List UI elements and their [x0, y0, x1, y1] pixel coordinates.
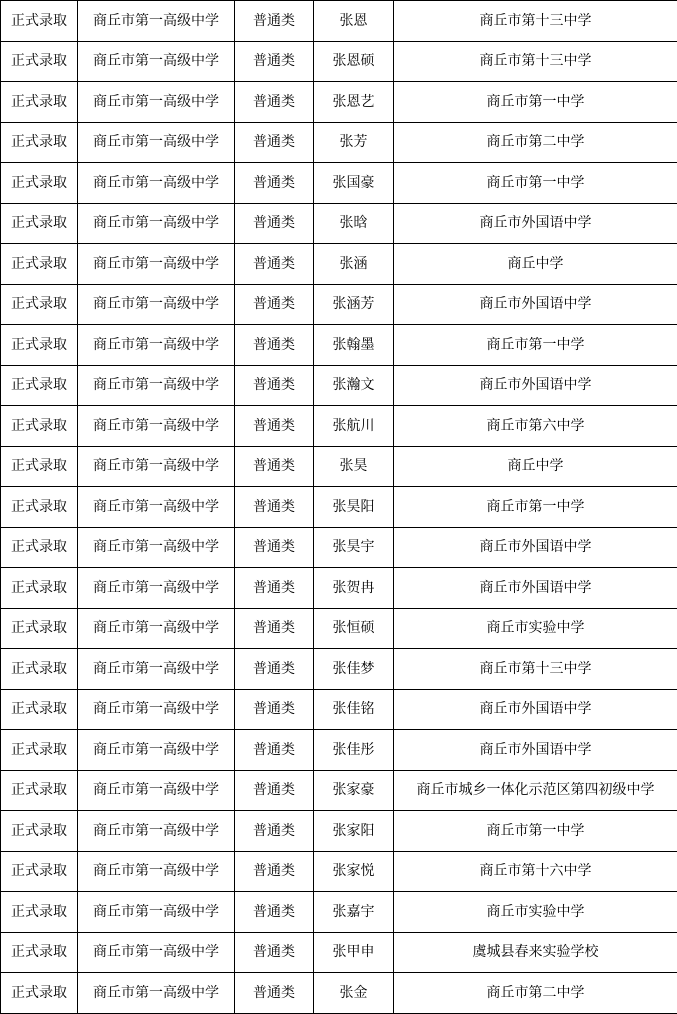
status-cell: 正式录取: [1, 770, 78, 811]
status-cell: 正式录取: [1, 973, 78, 1014]
graduated-school-cell: 商丘市外国语中学: [394, 689, 677, 730]
admit-school-cell: 商丘市第一高级中学: [78, 284, 235, 325]
status-cell: 正式录取: [1, 851, 78, 892]
category-cell: 普通类: [235, 487, 314, 528]
table-row: [1, 608, 677, 649]
status-cell: 正式录取: [1, 892, 78, 933]
category-cell: 普通类: [235, 446, 314, 487]
table-row: [1, 122, 677, 163]
table-row: [1, 244, 677, 285]
table-row: [1, 568, 677, 609]
category-cell: 普通类: [235, 244, 314, 285]
status-cell: 正式录取: [1, 284, 78, 325]
admit-school-cell: 商丘市第一高级中学: [78, 41, 235, 82]
category-cell: 普通类: [235, 851, 314, 892]
student-name-cell: 张恩艺: [314, 82, 394, 123]
table-row: [1, 932, 677, 973]
student-name-cell: 张昊: [314, 446, 394, 487]
table-row: [1, 770, 677, 811]
graduated-school-cell: 虞城县春来实验学校: [394, 932, 677, 973]
student-name-cell: 张佳梦: [314, 649, 394, 690]
admit-school-cell: 商丘市第一高级中学: [78, 82, 235, 123]
admit-school-cell: 商丘市第一高级中学: [78, 1, 235, 42]
status-cell: 正式录取: [1, 122, 78, 163]
category-cell: 普通类: [235, 41, 314, 82]
category-cell: 普通类: [235, 689, 314, 730]
graduated-school-cell: 商丘市城乡一体化示范区第四初级中学: [394, 770, 677, 811]
status-cell: 正式录取: [1, 811, 78, 852]
table-row: [1, 365, 677, 406]
category-cell: 普通类: [235, 568, 314, 609]
student-name-cell: 张佳铭: [314, 689, 394, 730]
student-name-cell: 张涵: [314, 244, 394, 285]
student-name-cell: 张航川: [314, 406, 394, 447]
table-row: [1, 487, 677, 528]
table-row: [1, 325, 677, 366]
graduated-school-cell: 商丘市第一中学: [394, 811, 677, 852]
table-row: [1, 811, 677, 852]
category-cell: 普通类: [235, 811, 314, 852]
category-cell: 普通类: [235, 973, 314, 1014]
student-name-cell: 张涵芳: [314, 284, 394, 325]
graduated-school-cell: 商丘市第二中学: [394, 973, 677, 1014]
graduated-school-cell: 商丘市第六中学: [394, 406, 677, 447]
status-cell: 正式录取: [1, 527, 78, 568]
graduated-school-cell: 商丘市外国语中学: [394, 527, 677, 568]
status-cell: 正式录取: [1, 244, 78, 285]
graduated-school-cell: 商丘市外国语中学: [394, 203, 677, 244]
status-cell: 正式录取: [1, 203, 78, 244]
student-name-cell: 张恩: [314, 1, 394, 42]
admit-school-cell: 商丘市第一高级中学: [78, 406, 235, 447]
status-cell: 正式录取: [1, 730, 78, 771]
student-name-cell: 张芳: [314, 122, 394, 163]
admit-school-cell: 商丘市第一高级中学: [78, 568, 235, 609]
category-cell: 普通类: [235, 203, 314, 244]
graduated-school-cell: 商丘市第一中学: [394, 325, 677, 366]
admit-school-cell: 商丘市第一高级中学: [78, 892, 235, 933]
graduated-school-cell: 商丘市外国语中学: [394, 568, 677, 609]
status-cell: 正式录取: [1, 41, 78, 82]
admit-school-cell: 商丘市第一高级中学: [78, 649, 235, 690]
table-row: [1, 1, 677, 42]
admit-school-cell: 商丘市第一高级中学: [78, 325, 235, 366]
student-name-cell: 张国豪: [314, 163, 394, 204]
category-cell: 普通类: [235, 730, 314, 771]
graduated-school-cell: 商丘市第一中学: [394, 487, 677, 528]
admit-school-cell: 商丘市第一高级中学: [78, 608, 235, 649]
student-name-cell: 张恩硕: [314, 41, 394, 82]
status-cell: 正式录取: [1, 932, 78, 973]
graduated-school-cell: 商丘市第二中学: [394, 122, 677, 163]
status-cell: 正式录取: [1, 689, 78, 730]
student-name-cell: 张佳彤: [314, 730, 394, 771]
admit-school-cell: 商丘市第一高级中学: [78, 811, 235, 852]
graduated-school-cell: 商丘市第十三中学: [394, 1, 677, 42]
graduated-school-cell: 商丘市外国语中学: [394, 284, 677, 325]
student-name-cell: 张晗: [314, 203, 394, 244]
table-row: [1, 284, 677, 325]
table-row: [1, 851, 677, 892]
graduated-school-cell: 商丘市第十六中学: [394, 851, 677, 892]
category-cell: 普通类: [235, 82, 314, 123]
student-name-cell: 张甲申: [314, 932, 394, 973]
admit-school-cell: 商丘市第一高级中学: [78, 163, 235, 204]
status-cell: 正式录取: [1, 446, 78, 487]
table-row: [1, 730, 677, 771]
category-cell: 普通类: [235, 527, 314, 568]
student-name-cell: 张家豪: [314, 770, 394, 811]
table-row: [1, 446, 677, 487]
student-name-cell: 张贺冉: [314, 568, 394, 609]
graduated-school-cell: 商丘市实验中学: [394, 608, 677, 649]
category-cell: 普通类: [235, 163, 314, 204]
table-row: [1, 406, 677, 447]
table-row: [1, 649, 677, 690]
table-row: [1, 82, 677, 123]
status-cell: 正式录取: [1, 1, 78, 42]
admit-school-cell: 商丘市第一高级中学: [78, 487, 235, 528]
table-row: [1, 41, 677, 82]
admit-school-cell: 商丘市第一高级中学: [78, 689, 235, 730]
status-cell: 正式录取: [1, 82, 78, 123]
admit-school-cell: 商丘市第一高级中学: [78, 244, 235, 285]
graduated-school-cell: 商丘中学: [394, 446, 677, 487]
student-name-cell: 张家阳: [314, 811, 394, 852]
admit-school-cell: 商丘市第一高级中学: [78, 932, 235, 973]
graduated-school-cell: 商丘市第十三中学: [394, 649, 677, 690]
admit-school-cell: 商丘市第一高级中学: [78, 365, 235, 406]
status-cell: 正式录取: [1, 163, 78, 204]
admit-school-cell: 商丘市第一高级中学: [78, 122, 235, 163]
student-name-cell: 张金: [314, 973, 394, 1014]
admit-school-cell: 商丘市第一高级中学: [78, 203, 235, 244]
category-cell: 普通类: [235, 770, 314, 811]
table-row: [1, 689, 677, 730]
graduated-school-cell: 商丘市第一中学: [394, 82, 677, 123]
category-cell: 普通类: [235, 325, 314, 366]
category-cell: 普通类: [235, 406, 314, 447]
table-row: [1, 973, 677, 1014]
admit-school-cell: 商丘市第一高级中学: [78, 770, 235, 811]
table-row: [1, 892, 677, 933]
category-cell: 普通类: [235, 1, 314, 42]
status-cell: 正式录取: [1, 487, 78, 528]
student-name-cell: 张嘉宇: [314, 892, 394, 933]
admit-school-cell: 商丘市第一高级中学: [78, 730, 235, 771]
admit-school-cell: 商丘市第一高级中学: [78, 446, 235, 487]
graduated-school-cell: 商丘市第一中学: [394, 163, 677, 204]
student-name-cell: 张翰墨: [314, 325, 394, 366]
table-row: [1, 163, 677, 204]
admit-school-cell: 商丘市第一高级中学: [78, 851, 235, 892]
graduated-school-cell: 商丘市外国语中学: [394, 365, 677, 406]
student-name-cell: 张家悦: [314, 851, 394, 892]
graduated-school-cell: 商丘市第十三中学: [394, 41, 677, 82]
category-cell: 普通类: [235, 932, 314, 973]
graduated-school-cell: 商丘中学: [394, 244, 677, 285]
category-cell: 普通类: [235, 649, 314, 690]
status-cell: 正式录取: [1, 568, 78, 609]
status-cell: 正式录取: [1, 365, 78, 406]
table-row: [1, 527, 677, 568]
admit-school-cell: 商丘市第一高级中学: [78, 973, 235, 1014]
student-name-cell: 张恒硕: [314, 608, 394, 649]
student-name-cell: 张昊阳: [314, 487, 394, 528]
student-name-cell: 张瀚文: [314, 365, 394, 406]
graduated-school-cell: 商丘市外国语中学: [394, 730, 677, 771]
table-row: [1, 203, 677, 244]
category-cell: 普通类: [235, 608, 314, 649]
student-name-cell: 张昊宇: [314, 527, 394, 568]
admit-school-cell: 商丘市第一高级中学: [78, 527, 235, 568]
admission-table-body: [1, 1, 677, 1014]
status-cell: 正式录取: [1, 649, 78, 690]
category-cell: 普通类: [235, 284, 314, 325]
status-cell: 正式录取: [1, 608, 78, 649]
category-cell: 普通类: [235, 892, 314, 933]
status-cell: 正式录取: [1, 406, 78, 447]
status-cell: 正式录取: [1, 325, 78, 366]
category-cell: 普通类: [235, 122, 314, 163]
graduated-school-cell: 商丘市实验中学: [394, 892, 677, 933]
category-cell: 普通类: [235, 365, 314, 406]
